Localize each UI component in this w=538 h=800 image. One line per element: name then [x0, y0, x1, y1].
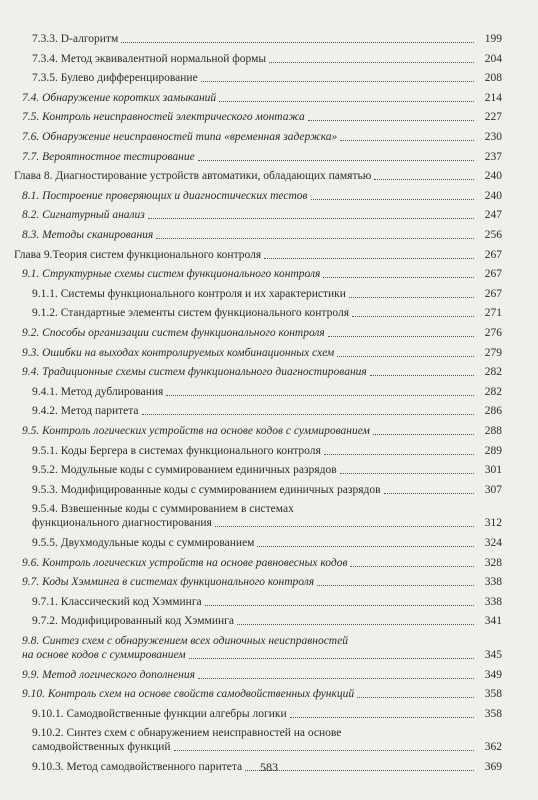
- toc-entry: [32, 463, 502, 477]
- toc-page-number: 307: [484, 483, 502, 496]
- dot-leader: [174, 750, 474, 751]
- toc-entry-title: 9.7. Коды Хэмминга в системах функционального контроля: [22, 576, 315, 589]
- toc-page-number: 349: [484, 668, 502, 681]
- toc-page-number: 341: [484, 615, 502, 628]
- dot-leader: [148, 218, 474, 219]
- toc-entry: [22, 110, 502, 124]
- toc-entry-title: 9.10.3. Метод самодвойственного паритета: [32, 761, 243, 773]
- toc-page-number: 288: [484, 425, 502, 437]
- toc-page-number: 271: [484, 307, 502, 320]
- toc-entry: [22, 687, 502, 701]
- toc-entry-title: 9.5.4. Взвешенные коды с суммированием в системах: [32, 503, 294, 516]
- toc-entry-title: 7.3.4. Метод эквивалентной нормальной формы: [32, 52, 267, 65]
- toc-entry-title: 7.6. Обнаружение неисправностей типа «временная задержка»: [22, 131, 338, 143]
- toc-page-number: 199: [484, 33, 502, 45]
- toc-entry: [32, 306, 502, 320]
- toc-page-number: 358: [484, 688, 502, 701]
- toc-entry-title: 9.5.5. Двухмодульные коды с суммированием: [32, 537, 255, 549]
- toc-entry: [32, 287, 502, 301]
- toc-entry: [22, 346, 502, 360]
- dot-leader: [166, 395, 474, 396]
- toc-page-number: 240: [484, 170, 502, 183]
- toc-entry: [22, 228, 502, 242]
- toc-entry-title: 9.5. Контроль логических устройств на основе кодов с суммированием: [22, 425, 370, 437]
- toc-page-number: 328: [484, 556, 502, 569]
- toc-entry-title: 9.1.2. Стандартные элементы систем функционального контроля: [32, 307, 349, 320]
- toc-entry: [32, 483, 502, 497]
- toc-entry: [22, 634, 502, 662]
- toc-entry: [22, 208, 502, 222]
- dot-leader: [311, 199, 474, 200]
- dot-leader: [328, 336, 474, 337]
- toc-entry-title: 7.5. Контроль неисправностей электрического монтажа: [22, 111, 305, 124]
- dot-leader: [257, 546, 474, 547]
- toc-entry: [32, 707, 502, 721]
- toc-page-number: 282: [484, 366, 502, 379]
- dot-leader: [324, 454, 474, 455]
- toc-page-number: 289: [484, 444, 502, 457]
- toc-entry: [32, 52, 502, 66]
- dot-leader: [205, 605, 474, 606]
- toc-entry: [22, 668, 502, 682]
- toc-page-number: 338: [484, 595, 502, 608]
- toc-entry-title: 9.1.1. Системы функционального контроля и их характеристики: [32, 287, 346, 300]
- toc-entry: [22, 130, 502, 144]
- toc-page-number: 267: [484, 248, 502, 261]
- toc-page-number: 256: [484, 229, 502, 241]
- toc-entry: [14, 248, 502, 262]
- toc-entry-title-continued: на основе кодов с суммированием: [22, 649, 186, 661]
- toc-page-number: 312: [484, 517, 502, 530]
- dot-leader: [337, 356, 474, 357]
- toc-entry-title: 9.3. Ошибки на выходах контролируемых комбинационных схем: [22, 346, 335, 359]
- toc-entry: [32, 32, 502, 46]
- toc-entry: [22, 365, 502, 379]
- toc-entry-title: 9.9. Метод логического дополнения: [22, 668, 195, 681]
- dot-leader: [308, 120, 474, 121]
- toc-entry-title: 7.4. Обнаружение коротких замыканий: [22, 91, 217, 104]
- toc-entry: [32, 444, 502, 458]
- dot-leader: [201, 81, 474, 82]
- toc-entry-title: 9.4.2. Метод паритета: [32, 405, 139, 418]
- toc-entry: [14, 169, 502, 183]
- toc-page-number: 369: [484, 761, 502, 773]
- toc-page-number: 301: [484, 464, 502, 477]
- toc-entry-title: 9.2. Способы организации систем функционального контроля: [22, 327, 325, 339]
- toc-entry-title: 9.10.1. Самодвойственные функции алгебры логики: [32, 707, 287, 720]
- dot-leader: [374, 179, 474, 180]
- dot-leader: [317, 585, 474, 586]
- toc-entry-title: 9.5.2. Модульные коды с суммированием единичных разрядов: [32, 464, 337, 477]
- toc-entry-title: 9.5.3. Модифицированные коды с суммированием единичных разрядов: [32, 483, 381, 496]
- toc-entry-title: 9.6. Контроль логических устройств на основе равновесных кодов: [22, 556, 348, 569]
- dot-leader: [264, 258, 474, 259]
- dot-leader: [340, 473, 474, 474]
- toc-entry-title: 9.10.2. Синтез схем с обнаружением неисправностей на основе: [32, 727, 342, 740]
- toc-entry-title: 7.7. Вероятностное тестирование: [22, 150, 195, 163]
- toc-entry: [22, 91, 502, 105]
- toc-page-number: 282: [484, 385, 502, 398]
- page-number: 583: [260, 760, 278, 774]
- dot-leader: [198, 678, 474, 679]
- toc-page-number: 208: [484, 72, 502, 85]
- dot-leader: [349, 297, 474, 298]
- toc-page-number: 230: [484, 131, 502, 143]
- dot-leader: [290, 717, 474, 718]
- toc-entry: [22, 326, 502, 340]
- toc-page-number: 227: [484, 111, 502, 124]
- toc-entry-title: 9.1. Структурные схемы систем функционального контроля: [22, 268, 321, 281]
- toc-entry-title: 9.5.1. Коды Бергера в системах функционального контроля: [32, 444, 321, 457]
- dot-leader: [350, 566, 474, 567]
- toc-entry-title: 7.3.5. Булево дифференцирование: [32, 72, 198, 85]
- toc-page-number: 276: [484, 327, 502, 339]
- toc-entry-title: Глава 8. Диагностирование устройств автоматики, обладающих памятью: [14, 170, 372, 183]
- toc-entry-title: 9.4.1. Метод дублирования: [32, 385, 164, 398]
- toc-entry-title: 9.10. Контроль схем на основе свойств самодвойственных функций: [22, 688, 355, 701]
- toc-entry-title: 9.4. Традиционные схемы систем функционального диагностирования: [22, 366, 367, 379]
- toc-entry-title: 9.8. Синтез схем с обнаружением всех одиночных неисправностей: [22, 635, 348, 647]
- toc-entry-title: 9.7.1. Классический код Хэмминга: [32, 595, 202, 608]
- dot-leader: [142, 414, 474, 415]
- toc-entry: [32, 385, 502, 399]
- toc-entry: [32, 404, 502, 418]
- toc-entry: [22, 424, 502, 438]
- toc-entry-title: 8.1. Построение проверяющих и диагностических тестов: [22, 189, 308, 202]
- toc-entry-title-continued: самодвойственных функций: [32, 741, 171, 754]
- toc-entry: [32, 536, 502, 550]
- toc-page-number: 214: [484, 91, 502, 104]
- toc-page-number: 345: [484, 649, 502, 661]
- toc-entry-title: 8.3. Методы сканирования: [22, 229, 154, 241]
- toc-entry: [32, 726, 502, 754]
- dot-leader: [384, 493, 474, 494]
- dot-leader: [373, 434, 474, 435]
- dot-leader: [352, 316, 474, 317]
- toc-entry: [32, 502, 502, 530]
- toc-page-number: 362: [484, 741, 502, 754]
- toc-page-number: 324: [484, 537, 502, 549]
- dot-leader: [340, 140, 474, 141]
- toc-entry: [22, 189, 502, 203]
- toc-entry: [22, 575, 502, 589]
- toc-page-number: 279: [484, 346, 502, 359]
- toc-page-number: 267: [484, 287, 502, 300]
- dot-leader: [323, 277, 474, 278]
- toc-entry: [32, 71, 502, 85]
- toc-entry-title: 7.3.3. D-алгоритм: [32, 33, 119, 45]
- toc-entry-title: Глава 9.Теория систем функционального контроля: [14, 248, 262, 261]
- toc-page-number: 358: [484, 707, 502, 720]
- dot-leader: [269, 62, 474, 63]
- dot-leader: [198, 160, 474, 161]
- dot-leader: [219, 101, 474, 102]
- dot-leader: [237, 624, 474, 625]
- dot-leader: [121, 42, 474, 43]
- dot-leader: [370, 375, 474, 376]
- toc-entry: [22, 556, 502, 570]
- dot-leader: [156, 238, 474, 239]
- toc-entry-title: 8.2. Сигнатурный анализ: [22, 209, 145, 222]
- toc-entry-title-continued: функционального диагностирования: [32, 517, 212, 530]
- dot-leader: [357, 697, 474, 698]
- toc-page-number: 286: [484, 405, 502, 418]
- toc-page-number: 204: [484, 52, 502, 65]
- toc-page-number: 240: [484, 189, 502, 202]
- toc-entry: [32, 595, 502, 609]
- toc-entry-title: 9.7.2. Модифицированный код Хэмминга: [32, 615, 234, 628]
- toc-page-number: 247: [484, 209, 502, 222]
- toc-entry: [22, 267, 502, 281]
- toc-page-number: 237: [484, 150, 502, 163]
- dot-leader: [215, 526, 474, 527]
- dot-leader: [189, 658, 474, 659]
- toc-entry: [22, 150, 502, 164]
- toc-entry: [32, 614, 502, 628]
- toc-page-number: 338: [484, 576, 502, 589]
- toc-page-number: 267: [484, 268, 502, 281]
